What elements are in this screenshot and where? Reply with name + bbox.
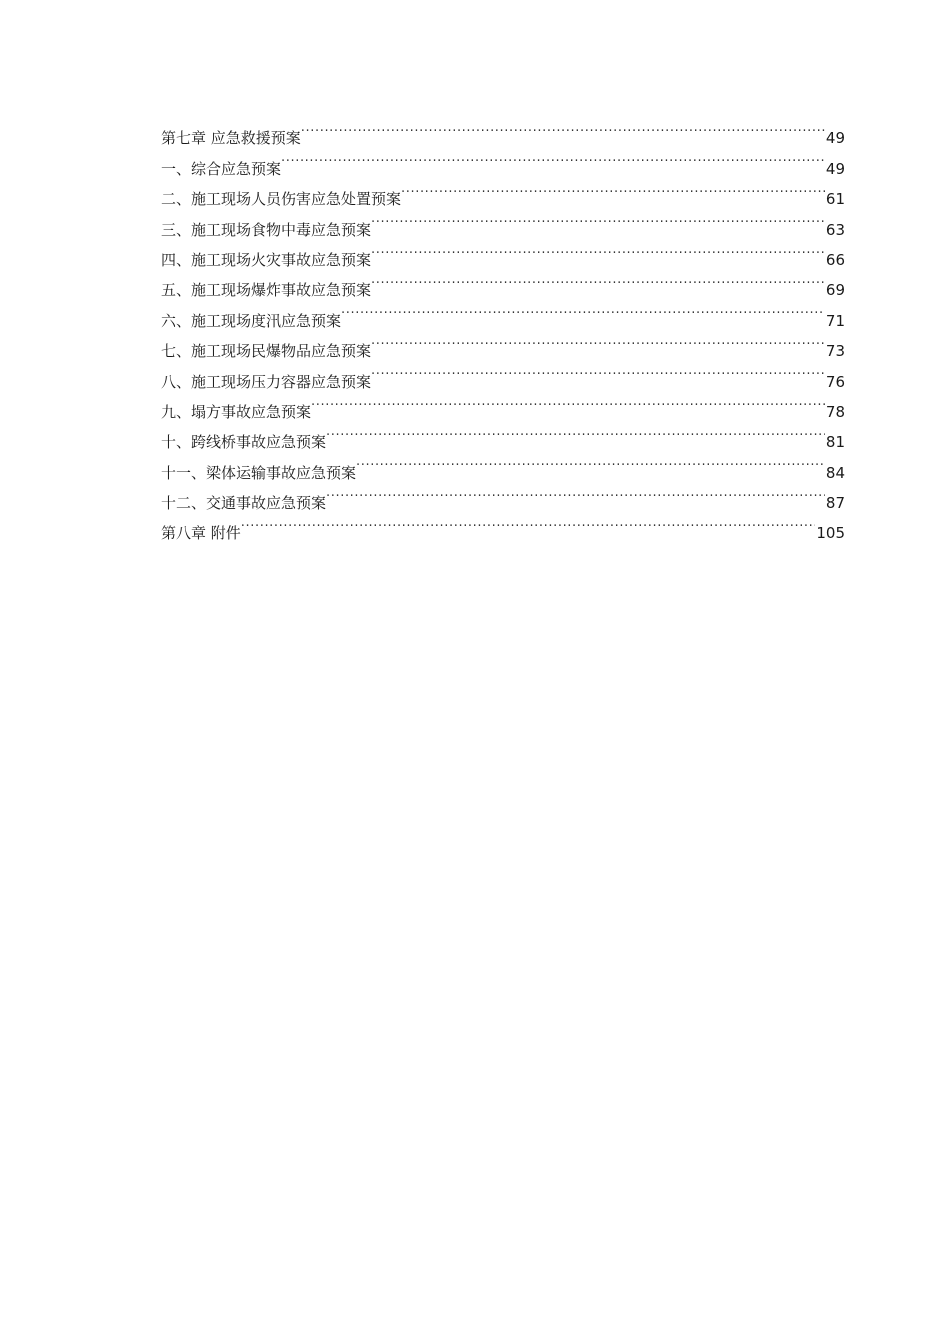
toc-entry-page: 66 (825, 250, 845, 269)
toc-entry-title: 四、施工现场火灾事故应急预案 (161, 250, 372, 269)
toc-entry-title: 二、施工现场人员伤害应急处置预案 (161, 190, 402, 209)
toc-entry-page: 105 (816, 524, 845, 543)
toc-entry-page: 69 (825, 281, 845, 300)
toc-dot-leader (371, 204, 825, 234)
toc-entry-title: 八、施工现场压力容器应急预案 (161, 372, 372, 391)
toc-entry-title: 一、综合应急预案 (161, 159, 282, 178)
toc-entry-page: 49 (825, 159, 845, 178)
toc-entry[interactable] (161, 113, 845, 148)
toc-dot-leader (301, 113, 825, 143)
toc-dot-leader (311, 387, 825, 417)
toc-dot-leader (371, 326, 825, 356)
toc-entry-page: 78 (825, 402, 845, 421)
toc-entry-title: 九、塌方事故应急预案 (161, 402, 312, 421)
toc-entry-title: 十、跨线桥事故应急预案 (161, 433, 327, 452)
toc-dot-leader (241, 508, 816, 538)
toc-entry-title: 五、施工现场爆炸事故应急预案 (161, 281, 372, 300)
toc-dot-leader (281, 143, 825, 173)
toc-entry-page: 71 (825, 311, 845, 330)
toc-entry-title: 第七章 应急救援预案 (161, 129, 301, 148)
toc-entry-page: 73 (825, 342, 845, 361)
toc-dot-leader (341, 295, 825, 325)
toc-entry-page: 63 (825, 220, 845, 239)
toc-entry[interactable] (161, 508, 845, 543)
toc-entry-title: 七、施工现场民爆物品应急预案 (161, 342, 372, 361)
toc-dot-leader (356, 447, 825, 477)
toc-entry-page: 87 (825, 494, 845, 513)
toc-entry-page: 49 (825, 129, 845, 148)
toc-entry-page: 61 (825, 190, 845, 209)
toc-dot-leader (326, 417, 825, 447)
toc-entry-page: 84 (825, 463, 845, 482)
toc-entry-title: 十一、梁体运输事故应急预案 (161, 463, 357, 482)
toc-entry-title: 三、施工现场食物中毒应急预案 (161, 220, 372, 239)
toc-entry-title: 六、施工现场度汛应急预案 (161, 311, 342, 330)
toc-entry-title: 十二、交通事故应急预案 (161, 494, 327, 513)
toc-dot-leader (326, 478, 825, 508)
table-of-contents (161, 113, 845, 543)
toc-dot-leader (371, 235, 825, 265)
toc-entry-title: 第八章 附件 (161, 524, 241, 543)
toc-entry-page: 81 (825, 433, 845, 452)
toc-dot-leader (371, 356, 825, 386)
toc-dot-leader (371, 265, 825, 295)
toc-dot-leader (401, 174, 825, 204)
toc-entry-page: 76 (825, 372, 845, 391)
